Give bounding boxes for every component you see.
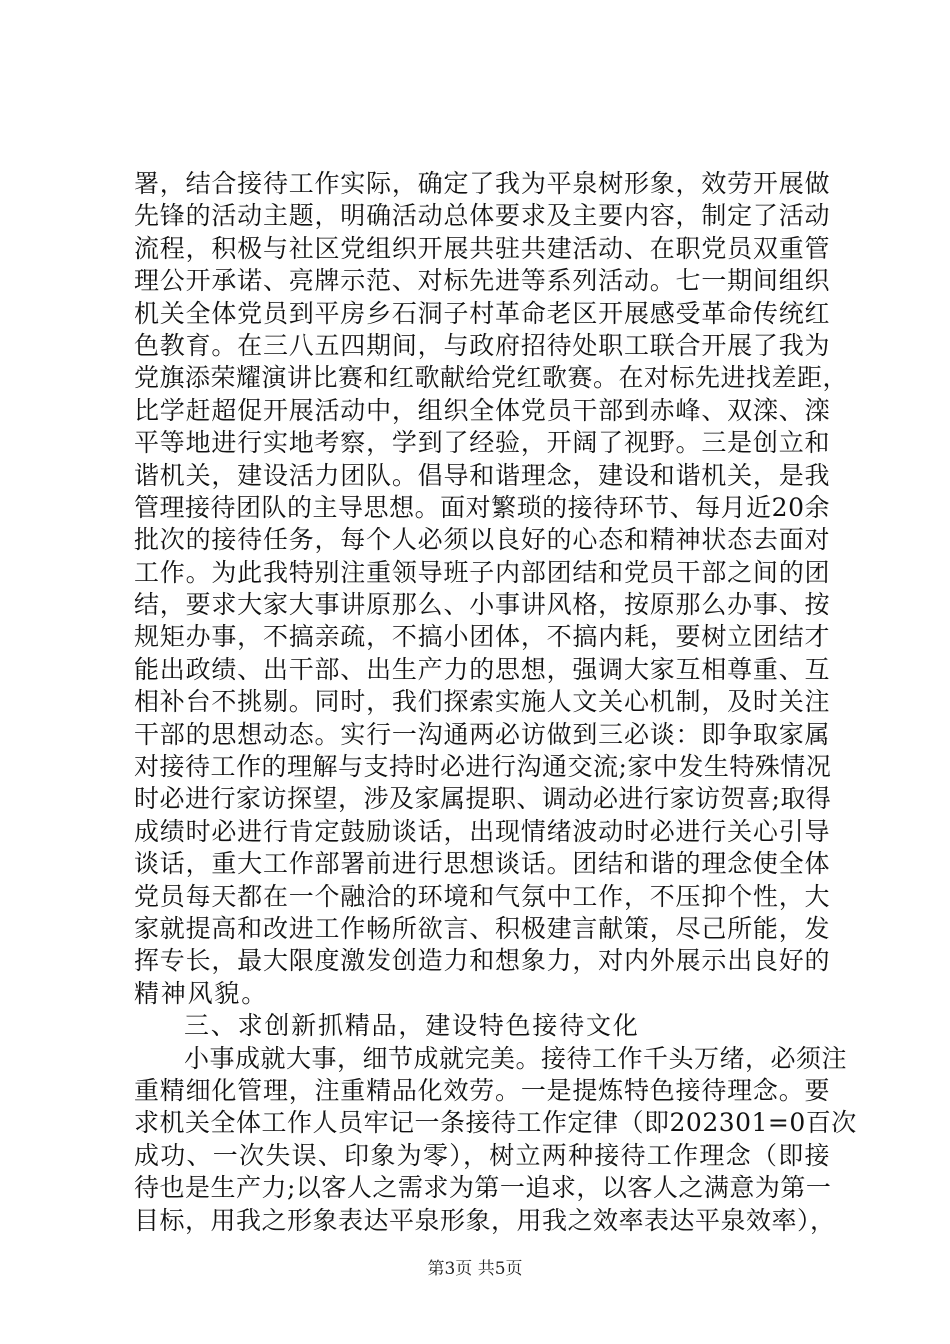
body-text: [134, 168, 857, 1237]
text-line: 相补台不挑剔。同时，我们探索实施人文关心机制，及时关注: [134, 687, 830, 717]
text-line: 重精细化管理，注重精品化效劳。一是提炼特色接待理念。要: [134, 1075, 830, 1105]
text-line: 管理接待团队的主导思想。面对繁琐的接待环节、每月近20余: [134, 492, 830, 522]
text-line: 署，结合接待工作实际，确定了我为平泉树形象，效劳开展做: [134, 169, 830, 198]
page-number-footer: 第3页 共5页: [427, 1259, 523, 1279]
text-line: 流程，积极与社区党组织开展共驻共建活动、在职党员双重管: [134, 233, 830, 263]
text-line: 比学赶超促开展活动中，组织全体党员干部到赤峰、双滦、滦: [134, 395, 830, 425]
text-line: 党员每天都在一个融洽的环境和气氛中工作，不压抑个性，大: [134, 881, 830, 911]
text-line: 色教育。在三八五四期间，与政府招待处职工联合开展了我为: [134, 330, 830, 360]
text-line: 小事成就大事，细节成就完美。接待工作千头万绪，必须注: [184, 1043, 848, 1073]
text-line: 干部的思想动态。实行一沟通两必访做到三必谈：即争取家属: [134, 719, 830, 749]
text-line: 机关全体党员到平房乡石洞子村革命老区开展感受革命传统红: [134, 298, 830, 328]
text-line: 挥专长，最大限度激发创造力和想象力，对内外展示出良好的: [134, 946, 830, 976]
text-line: 谈话，重大工作部署前进行思想谈话。团结和谐的理念使全体: [134, 849, 830, 879]
text-line: 理公开承诺、亮牌示范、对标先进等系列活动。七一期间组织: [134, 266, 830, 296]
section-heading: 三、求创新抓精品，建设特色接待文化: [184, 1011, 640, 1041]
text-line: 先锋的活动主题，明确活动总体要求及主要内容，制定了活动: [134, 201, 830, 231]
text-line: 党旗添荣耀演讲比赛和红歌献给党红歌赛。在对标先进找差距，: [134, 363, 849, 393]
text-line: 对接待工作的理解与支持时必进行沟通交流;家中发生特殊情况: [134, 752, 832, 782]
text-line: 谐机关，建设活力团队。倡导和谐理念，建设和谐机关，是我: [134, 460, 830, 490]
text-line: 求机关全体工作人员牢记一条接待工作定律（即202301=0百次: [134, 1108, 857, 1138]
text-line: 成绩时必进行肯定鼓励谈话，出现情绪波动时必进行关心引导: [134, 816, 830, 846]
text-line: 家就提高和改进工作畅所欲言、积极建言献策，尽己所能，发: [134, 913, 830, 943]
text-line: 工作。为此我特别注重领导班子内部团结和党员干部之间的团: [134, 557, 830, 587]
text-line: 平等地进行实地考察，学到了经验，开阔了视野。三是创立和: [134, 428, 830, 458]
text-line: 能出政绩、出干部、出生产力的思想，强调大家互相尊重、互: [134, 654, 830, 684]
text-line: 目标，用我之形象表达平泉形象，用我之效率表达平泉效率），: [134, 1205, 836, 1235]
text-line: 成功、一次失误、印象为零），树立两种接待工作理念（即接: [134, 1140, 830, 1170]
text-line: 结，要求大家大事讲原那么、小事讲风格，按原那么办事、按: [134, 590, 830, 620]
text-line: 批次的接待任务，每个人必须以良好的心态和精神状态去面对: [134, 525, 830, 555]
text-line: 时必进行家访探望，涉及家属提职、调动必进行家访贺喜;取得: [134, 784, 832, 814]
text-line: 规矩办事，不搞亲疏，不搞小团体，不搞内耗，要树立团结才: [134, 622, 830, 652]
text-line: 待也是生产力;以客人之需求为第一追求，以客人之满意为第一: [134, 1173, 832, 1203]
text-line: 精神风貌。: [134, 978, 269, 1008]
